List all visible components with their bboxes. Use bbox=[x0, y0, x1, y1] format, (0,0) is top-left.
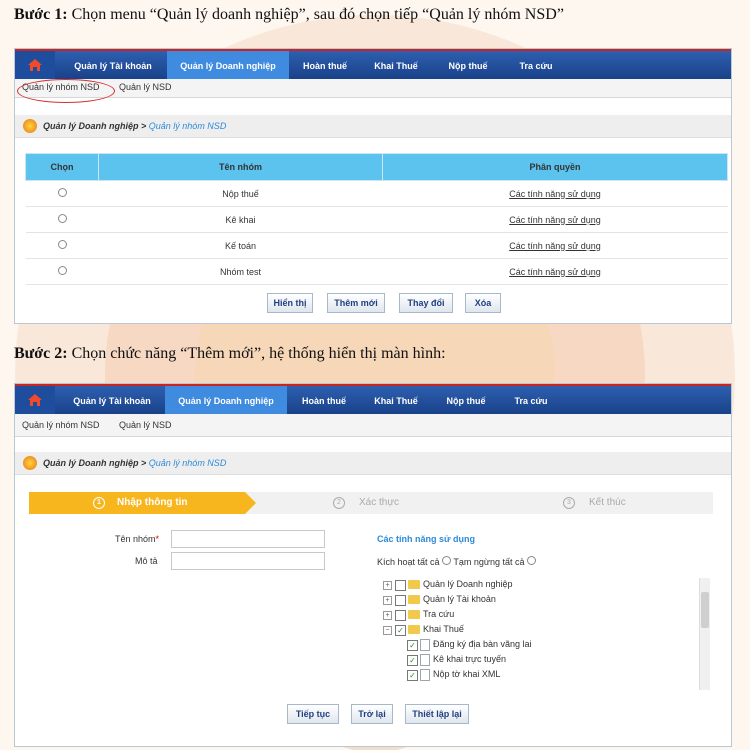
group-name: Kế toán bbox=[99, 233, 383, 259]
folder-icon bbox=[408, 625, 420, 634]
breadcrumb-root[interactable]: Quản lý Doanh nghiệp bbox=[43, 121, 139, 131]
back-button[interactable]: Trở lại bbox=[351, 704, 393, 724]
breadcrumb-current: Quản lý nhóm NSD bbox=[148, 121, 227, 131]
col-select: Chọn bbox=[26, 154, 99, 181]
permission-link[interactable]: Các tính năng sử dụng bbox=[509, 214, 601, 225]
main-nav bbox=[15, 49, 731, 81]
subnav-group-users[interactable]: Quản lý nhóm NSD bbox=[22, 420, 100, 430]
group-table bbox=[25, 153, 728, 285]
tree-checkbox[interactable] bbox=[395, 580, 406, 591]
nav-account[interactable]: Quản lý Tài khoản bbox=[73, 396, 151, 406]
document-icon bbox=[420, 669, 430, 681]
step2-instruction: Bước 2: Chọn chức năng “Thêm mới”, hệ thống hiển thị màn hình: bbox=[14, 345, 446, 362]
nav-lookup[interactable]: Tra cứu bbox=[514, 396, 548, 406]
nav-tax-declare[interactable]: Khai Thuế bbox=[374, 61, 418, 71]
nav-business[interactable]: Quản lý Doanh nghiệp bbox=[165, 386, 287, 416]
breadcrumb-current: Quản lý nhóm NSD bbox=[148, 458, 227, 468]
tree-checkbox-checked[interactable]: ✓ bbox=[407, 655, 418, 666]
group-name-label: Tên nhóm* bbox=[115, 534, 160, 544]
home-button[interactable] bbox=[15, 51, 55, 81]
expand-icon[interactable]: + bbox=[383, 596, 392, 605]
col-permission: Phân quyền bbox=[383, 154, 728, 181]
add-new-button[interactable]: Thêm mới bbox=[327, 293, 385, 313]
nav-tax-pay[interactable]: Nộp thuế bbox=[448, 61, 488, 71]
reset-button[interactable]: Thiết lập lại bbox=[405, 704, 469, 724]
group-name: Nhóm test bbox=[99, 259, 383, 285]
wizard-step-2: 2 Xác thực bbox=[329, 492, 529, 514]
step1-instruction: Bước 1: Chọn menu “Quản lý doanh nghiệp”, sau đó chọn tiếp “Quản lý nhóm NSD” bbox=[14, 6, 564, 23]
breadcrumb: Quản lý Doanh nghiệp > Quản lý nhóm NSD bbox=[15, 115, 731, 138]
tree-checkbox-checked[interactable]: ✓ bbox=[407, 670, 418, 681]
scroll-thumb[interactable] bbox=[701, 592, 709, 628]
permission-link[interactable]: Các tính năng sử dụng bbox=[509, 266, 601, 277]
permission-link[interactable]: Các tính năng sử dụng bbox=[509, 240, 601, 251]
sub-nav bbox=[15, 414, 731, 437]
home-button[interactable] bbox=[15, 386, 55, 416]
features-title: Các tính năng sử dụng bbox=[377, 534, 476, 544]
tree-checkbox-checked[interactable]: ✓ bbox=[407, 640, 418, 651]
delete-button[interactable]: Xóa bbox=[465, 293, 501, 313]
wizard-step-3: 3 Kết thúc bbox=[559, 492, 709, 514]
badge-icon bbox=[23, 119, 37, 133]
tree-checkbox[interactable] bbox=[395, 610, 406, 621]
nav-tax-pay[interactable]: Nộp thuế bbox=[446, 396, 486, 406]
feature-tree: + Quản lý Doanh nghiệp + Quản lý Tài khoản + Tra cứu − ✓ Khai Thuế ✓ Đăng ký địa bàn vãng lai ✓ Kê khai trực tuyến ✓ Nộp tờ khai XML bbox=[383, 578, 713, 692]
description-input[interactable] bbox=[171, 552, 325, 570]
continue-button[interactable]: Tiếp tục bbox=[287, 704, 339, 724]
folder-icon bbox=[408, 610, 420, 619]
document-icon bbox=[420, 639, 430, 651]
badge-icon bbox=[23, 456, 37, 470]
tree-scrollbar[interactable] bbox=[699, 578, 710, 690]
activate-all-radio[interactable] bbox=[442, 556, 451, 565]
nav-tax-refund[interactable]: Hoàn thuế bbox=[302, 396, 346, 406]
group-name-input[interactable] bbox=[171, 530, 325, 548]
nav-tax-declare[interactable]: Khai Thuế bbox=[374, 396, 418, 406]
expand-icon[interactable]: + bbox=[383, 611, 392, 620]
collapse-icon[interactable]: − bbox=[383, 626, 392, 635]
edit-button[interactable]: Thay đổi bbox=[399, 293, 453, 313]
permission-link[interactable]: Các tính năng sử dụng bbox=[509, 188, 601, 199]
suspend-all-radio[interactable] bbox=[527, 556, 536, 565]
document-icon bbox=[420, 654, 430, 666]
table-row bbox=[26, 181, 728, 207]
table-row bbox=[26, 207, 728, 233]
subnav-users[interactable]: Quản lý NSD bbox=[119, 82, 172, 92]
highlight-circle bbox=[17, 79, 115, 103]
main-nav bbox=[15, 384, 731, 416]
subnav-users[interactable]: Quản lý NSD bbox=[119, 420, 172, 430]
row-radio[interactable] bbox=[58, 266, 67, 275]
row-radio[interactable] bbox=[58, 188, 67, 197]
group-name: Kê khai bbox=[99, 207, 383, 233]
tree-checkbox[interactable] bbox=[395, 595, 406, 606]
show-button[interactable]: Hiển thị bbox=[267, 293, 313, 313]
table-row bbox=[26, 259, 728, 285]
screenshot-group-list bbox=[14, 48, 732, 324]
group-name: Nộp thuế bbox=[99, 181, 383, 207]
features-toggle-all: Kích hoạt tất cả Tạm ngừng tất cả bbox=[377, 556, 536, 567]
folder-icon bbox=[408, 595, 420, 604]
home-icon bbox=[27, 393, 43, 407]
row-radio[interactable] bbox=[58, 214, 67, 223]
subnav-group-users[interactable]: Quản lý nhóm NSD bbox=[22, 82, 100, 92]
nav-tax-refund[interactable]: Hoàn thuế bbox=[303, 61, 347, 71]
expand-icon[interactable]: + bbox=[383, 581, 392, 590]
nav-lookup[interactable]: Tra cứu bbox=[519, 61, 553, 71]
breadcrumb: Quản lý Doanh nghiệp > Quản lý nhóm NSD bbox=[15, 452, 731, 475]
wizard-step-1: 1 Nhập thông tin bbox=[29, 492, 245, 514]
nav-business[interactable]: Quản lý Doanh nghiệp bbox=[167, 51, 289, 81]
folder-icon bbox=[408, 580, 420, 589]
description-label: Mô tả bbox=[135, 556, 158, 566]
row-radio[interactable] bbox=[58, 240, 67, 249]
col-group-name: Tên nhóm bbox=[99, 154, 383, 181]
sub-nav bbox=[15, 79, 731, 98]
wizard-steps bbox=[29, 492, 713, 514]
nav-account[interactable]: Quản lý Tài khoản bbox=[74, 61, 152, 71]
tree-checkbox-checked[interactable]: ✓ bbox=[395, 625, 406, 636]
home-icon bbox=[27, 58, 43, 72]
table-row bbox=[26, 233, 728, 259]
screenshot-add-group bbox=[14, 383, 732, 747]
breadcrumb-root[interactable]: Quản lý Doanh nghiệp bbox=[43, 458, 139, 468]
